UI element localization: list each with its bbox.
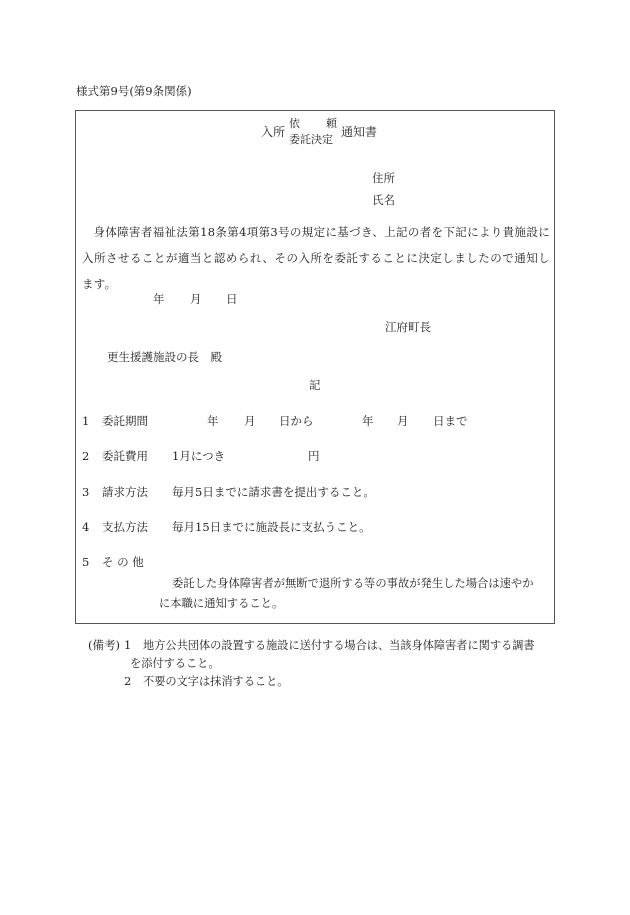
item-label: 請求方法 bbox=[102, 485, 148, 499]
period-start-day: 日から bbox=[279, 414, 314, 428]
title-suffix: 通知書 bbox=[341, 125, 378, 139]
name-label: 氏名 bbox=[372, 193, 395, 207]
title-option-bottom: 委託決定 bbox=[289, 133, 333, 146]
remark-text: 不要の文字は抹消すること。 bbox=[143, 675, 289, 688]
item-label: 委託費用 bbox=[102, 449, 148, 463]
item-number: 3 bbox=[82, 485, 90, 499]
remark-text: 地方公共団体の設置する施設に送付する場合は、当該身体障害者に関する調書 bbox=[143, 639, 535, 652]
issuer-name: 江府町長 bbox=[385, 320, 431, 334]
date-month: 月 bbox=[190, 292, 202, 306]
cost-yen: 円 bbox=[308, 449, 320, 463]
period-end-month: 月 bbox=[397, 414, 409, 428]
remark-number: 2 bbox=[124, 674, 132, 688]
date-year: 年 bbox=[153, 292, 165, 306]
remark-text-continued: を添付すること。 bbox=[130, 657, 220, 670]
period-end-day: 日まで bbox=[433, 414, 468, 428]
remarks-label: (備考) bbox=[88, 638, 120, 652]
form-frame bbox=[75, 110, 555, 624]
title-prefix: 入所 bbox=[261, 125, 286, 139]
notice-body: 身体障害者福祉法第18条第4項第3号の規定に基づき、上記の者を下記により貴施設に入所させることが適当と認められ、その入所を委託することに決定しましたので通知します。 bbox=[82, 225, 550, 291]
item-number: 5 bbox=[82, 555, 90, 569]
payment-text: 毎月15日までに施設長に支払うこと。 bbox=[172, 520, 371, 534]
period-start-year: 年 bbox=[207, 414, 219, 428]
item-number: 4 bbox=[82, 520, 90, 534]
cost-per-month: 1月につき bbox=[172, 449, 226, 463]
address-label: 住所 bbox=[372, 171, 395, 185]
item-number: 1 bbox=[82, 414, 90, 428]
form-number-label: 様式第9号(第9条関係) bbox=[76, 84, 192, 98]
item-label: 委託期間 bbox=[102, 414, 148, 428]
date-day: 日 bbox=[226, 292, 238, 306]
item-number: 2 bbox=[82, 449, 90, 463]
other-text-line1: 委託した身体障害者が無断で退所する等の事故が発生した場合は速やか bbox=[172, 577, 534, 590]
title-option-top-a: 依 bbox=[289, 117, 300, 130]
item-label: そ の 他 bbox=[102, 555, 144, 569]
remark-number: 1 bbox=[124, 638, 132, 652]
item-label: 支払方法 bbox=[102, 520, 148, 534]
ki-heading: 記 bbox=[309, 378, 321, 392]
other-text-line2: に本職に通知すること。 bbox=[159, 597, 284, 610]
title-option-top-b: 頼 bbox=[326, 117, 337, 130]
period-end-year: 年 bbox=[362, 414, 374, 428]
addressee: 更生援護施設の長 殿 bbox=[107, 350, 222, 364]
billing-text: 毎月5日までに請求書を提出すること。 bbox=[172, 485, 375, 499]
period-start-month: 月 bbox=[244, 414, 256, 428]
